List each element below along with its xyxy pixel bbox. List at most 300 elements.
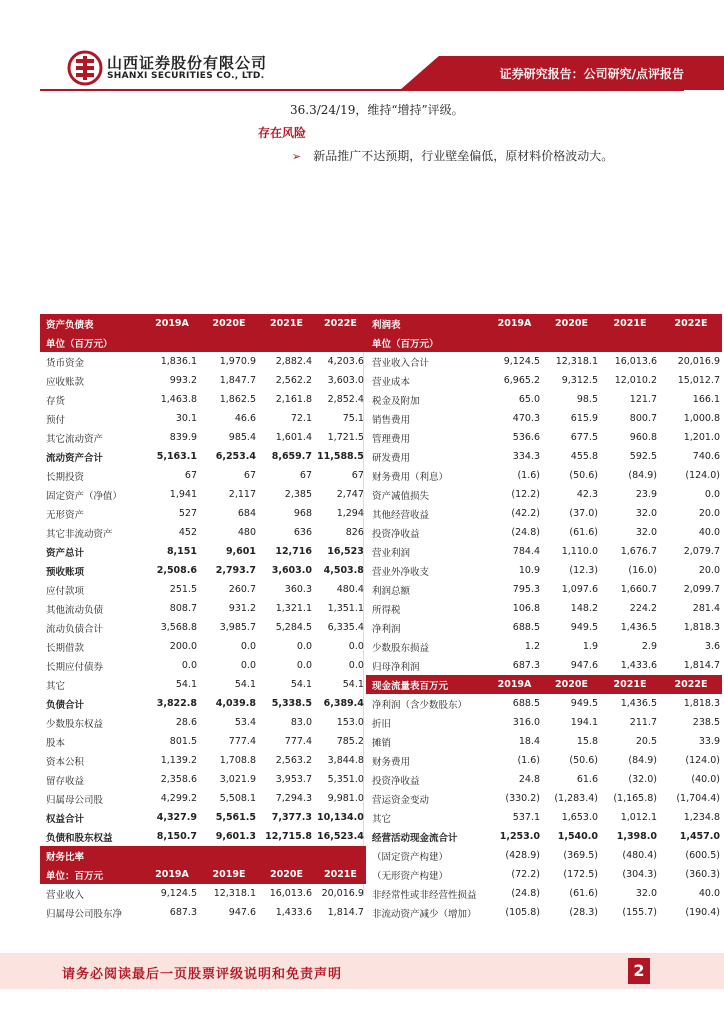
balance-sheet-row: [40, 352, 366, 371]
value-cell: 0.0: [704, 489, 720, 500]
value-cell: 949.5: [570, 622, 598, 633]
value-cell: 5,561.5: [215, 812, 256, 823]
value-cell: 636: [293, 527, 312, 538]
value-cell: 20.5: [635, 736, 657, 747]
value-cell: 334.3: [512, 451, 540, 462]
row-label-cell: 长期借款: [46, 642, 85, 654]
row-label-cell: 非经常性或非经营性损益: [372, 889, 477, 901]
value-cell: 67: [299, 470, 312, 481]
balance-sheet-row: [40, 637, 366, 656]
income-row: [366, 542, 722, 561]
value-cell: 2.9: [641, 641, 657, 652]
value-cell: 5,508.1: [219, 793, 256, 804]
value-cell: 3,568.8: [160, 622, 197, 633]
cashflow-row: [366, 884, 722, 903]
value-cell: (600.5): [685, 850, 720, 861]
empty-cell: [144, 846, 199, 865]
value-cell: 5,163.1: [156, 451, 197, 462]
income-row: [366, 428, 722, 447]
header-title-cell: 利润表: [366, 314, 486, 333]
value-cell: 281.4: [692, 603, 720, 614]
row-label-cell: 营业收入合计: [372, 357, 430, 369]
value-cell: (480.4): [622, 850, 657, 861]
value-cell: 2,562.2: [275, 375, 312, 386]
value-cell: (190.4): [685, 907, 720, 918]
value-cell: (24.8): [511, 527, 540, 538]
year-header-cell: 2022E: [659, 675, 722, 694]
value-cell: 9,601: [225, 546, 256, 557]
value-cell: (360.3): [685, 869, 720, 880]
empty-cell: [486, 333, 542, 352]
header-title-cell: 单位：百万元: [40, 865, 144, 884]
empty-cell: [600, 333, 659, 352]
value-cell: 801.5: [169, 736, 197, 747]
value-cell: 194.1: [570, 717, 598, 728]
value-cell: 2,882.4: [275, 356, 312, 367]
risk-heading: 存在风险: [258, 126, 307, 140]
value-cell: (428.9): [505, 850, 540, 861]
value-cell: (72.2): [511, 869, 540, 880]
value-cell: (84.9): [628, 755, 657, 766]
value-cell: 785.2: [336, 736, 364, 747]
value-cell: 20.0: [698, 565, 720, 576]
row-label-cell: 营业成本: [372, 376, 411, 388]
value-cell: 2,161.8: [275, 394, 312, 405]
row-label-cell: 其他经营收益: [372, 509, 430, 521]
value-cell: 0.0: [348, 660, 364, 671]
value-cell: 452: [178, 527, 197, 538]
value-cell: 30.1: [175, 413, 197, 424]
value-cell: 54.1: [342, 679, 364, 690]
value-cell: 53.4: [234, 717, 256, 728]
year-header-cell: 2021E: [600, 314, 659, 333]
value-cell: 1.9: [582, 641, 598, 652]
balance-sheet-row: [40, 656, 366, 675]
income-row: [366, 599, 722, 618]
value-cell: 316.0: [512, 717, 540, 728]
value-cell: 455.8: [570, 451, 598, 462]
value-cell: 795.3: [512, 584, 540, 595]
cashflow-row: [366, 846, 722, 865]
value-cell: 12,716: [275, 546, 312, 557]
row-label-cell: 预付: [46, 414, 66, 426]
value-cell: 32.0: [635, 888, 657, 899]
row-label-cell: 折旧: [372, 718, 392, 730]
value-cell: (28.3): [569, 907, 598, 918]
value-cell: 200.0: [169, 641, 197, 652]
value-cell: 777.4: [228, 736, 256, 747]
row-label-cell: 归属母公司股: [46, 794, 104, 806]
row-label-cell: 财务费用（利息）: [372, 471, 449, 483]
balance-sheet-row: [40, 808, 366, 827]
value-cell: 54.1: [234, 679, 256, 690]
value-cell: 1,436.5: [620, 698, 657, 709]
row-label-cell: 净利润（含少数股东）: [372, 699, 468, 711]
balance-sheet-row: [40, 485, 366, 504]
row-label-cell: 营运资金变动: [372, 794, 430, 806]
ratio-row: [40, 903, 366, 922]
row-label-cell: 预收账项: [46, 566, 85, 578]
value-cell: 46.6: [234, 413, 256, 424]
value-cell: 1,721.5: [327, 432, 364, 443]
income-row: [366, 466, 722, 485]
value-cell: 1,814.7: [327, 907, 364, 918]
value-cell: 211.7: [629, 717, 657, 728]
cashflow-row: [366, 770, 722, 789]
value-cell: 16,523.4: [317, 831, 364, 842]
year-header-cell: 2021E: [258, 314, 314, 333]
income-row: [366, 504, 722, 523]
value-cell: 592.5: [629, 451, 657, 462]
value-cell: 1,836.1: [160, 356, 197, 367]
ratio-unit-row: [40, 865, 366, 884]
value-cell: 67: [184, 470, 197, 481]
row-label-cell: 摊销: [372, 737, 392, 749]
unit-row: [366, 333, 722, 352]
value-cell: 15.8: [576, 736, 598, 747]
row-label-cell: 税金及附加: [372, 395, 420, 407]
value-cell: (1.6): [517, 755, 540, 766]
row-label-cell: 应收账款: [46, 376, 85, 388]
value-cell: 993.2: [169, 375, 197, 386]
value-cell: 1,436.5: [620, 622, 657, 633]
year-header-cell: 2020E: [199, 314, 258, 333]
row-label-cell: （固定资产构建）: [372, 851, 449, 863]
balance-sheet-row: [40, 523, 366, 542]
value-cell: 54.1: [175, 679, 197, 690]
value-cell: 224.2: [629, 603, 657, 614]
value-cell: (124.0): [685, 755, 720, 766]
value-cell: 2,358.6: [160, 774, 197, 785]
page-number: 2: [628, 958, 650, 984]
value-cell: 0.0: [296, 641, 312, 652]
value-cell: 1,814.7: [683, 660, 720, 671]
value-cell: 688.5: [512, 622, 540, 633]
empty-cell: [144, 333, 199, 352]
balance-sheet-row: [40, 732, 366, 751]
value-cell: 1,139.2: [160, 755, 197, 766]
value-cell: 688.5: [512, 698, 540, 709]
value-cell: 20,016.9: [321, 888, 364, 899]
year-header-cell: 2019A: [144, 865, 199, 884]
header-title-cell: 单位（百万元）: [40, 333, 144, 352]
value-cell: 65.0: [518, 394, 540, 405]
year-header-cell: 2021E: [600, 675, 659, 694]
value-cell: (304.3): [622, 869, 657, 880]
empty-cell: [258, 333, 314, 352]
value-cell: 12,715.8: [265, 831, 312, 842]
risk-bullet: [292, 147, 613, 164]
value-cell: 1,970.9: [219, 356, 256, 367]
row-label-cell: 存货: [46, 395, 66, 407]
balance-sheet-table: [40, 314, 366, 922]
value-cell: 12,318.1: [213, 888, 256, 899]
row-label-cell: （无形资产构建）: [372, 870, 449, 882]
balance-sheet-row: [40, 694, 366, 713]
value-cell: 2,117: [228, 489, 256, 500]
value-cell: 4,503.8: [323, 565, 364, 576]
disclaimer-text: 请务必阅读最后一页股票评级说明和免责声明: [62, 967, 343, 982]
value-cell: 687.3: [169, 907, 197, 918]
row-label-cell: 投资净收益: [372, 775, 420, 787]
value-cell: 9,981.0: [327, 793, 364, 804]
value-cell: 148.2: [570, 603, 598, 614]
row-label-cell: 营业收入: [46, 889, 85, 901]
header-title-cell: 资产负债表: [40, 314, 144, 333]
row-label-cell: 其它非流动资产: [46, 528, 113, 540]
value-cell: 1,000.8: [683, 413, 720, 424]
cashflow-row: [366, 694, 722, 713]
value-cell: 1,540.0: [557, 831, 598, 842]
unit-row: [40, 333, 366, 352]
row-label-cell: 负债和股东权益: [46, 832, 113, 844]
header-divider: [40, 89, 684, 91]
value-cell: (1,165.8): [613, 793, 657, 804]
cashflow-row: [366, 827, 722, 846]
balance-sheet-row: [40, 371, 366, 390]
value-cell: 4,039.8: [215, 698, 256, 709]
value-cell: 826: [345, 527, 364, 538]
value-cell: 949.5: [570, 698, 598, 709]
value-cell: 931.2: [228, 603, 256, 614]
value-cell: 4,299.2: [160, 793, 197, 804]
row-label-cell: 流动负债合计: [46, 623, 104, 635]
value-cell: 32.0: [635, 527, 657, 538]
value-cell: 3,021.9: [219, 774, 256, 785]
value-cell: 2,099.7: [683, 584, 720, 595]
ratio-row: [40, 884, 366, 903]
value-cell: 251.5: [169, 584, 197, 595]
value-cell: (124.0): [685, 470, 720, 481]
empty-cell: [199, 846, 258, 865]
value-cell: 1,234.8: [683, 812, 720, 823]
value-cell: 2,793.7: [215, 565, 256, 576]
row-label-cell: 其它流动资产: [46, 433, 104, 445]
rating-text: 36.3/24/19，维持“增持”评级。: [290, 103, 464, 117]
value-cell: 1,653.0: [561, 812, 598, 823]
value-cell: 18.4: [518, 736, 540, 747]
year-header-cell: 2021E: [314, 865, 366, 884]
value-cell: 238.5: [692, 717, 720, 728]
value-cell: (40.0): [691, 774, 720, 785]
value-cell: 166.1: [692, 394, 720, 405]
income-row: [366, 352, 722, 371]
row-label-cell: 财务费用: [372, 756, 411, 768]
value-cell: 153.0: [336, 717, 364, 728]
value-cell: 1,433.6: [620, 660, 657, 671]
empty-cell: [199, 333, 258, 352]
value-cell: 7,294.3: [275, 793, 312, 804]
value-cell: 1,818.3: [683, 698, 720, 709]
value-cell: 1,708.8: [219, 755, 256, 766]
row-label-cell: 长期投资: [46, 471, 85, 483]
value-cell: 1,110.0: [561, 546, 598, 557]
value-cell: 777.4: [284, 736, 312, 747]
row-label-cell: 负债合计: [46, 699, 85, 711]
value-cell: 985.4: [228, 432, 256, 443]
value-cell: 0.0: [181, 660, 197, 671]
cashflow-row: [366, 808, 722, 827]
value-cell: 3,985.7: [219, 622, 256, 633]
balance-sheet-row: [40, 428, 366, 447]
value-cell: 536.6: [512, 432, 540, 443]
balance-sheet-row: [40, 599, 366, 618]
balance-sheet-row: [40, 675, 366, 694]
value-cell: 1,941: [169, 489, 197, 500]
value-cell: 24.8: [518, 774, 540, 785]
year-header-cell: 2019E: [199, 865, 258, 884]
cashflow-row: [366, 732, 722, 751]
value-cell: 2,079.7: [683, 546, 720, 557]
row-label-cell: 研发费用: [372, 452, 411, 464]
value-cell: 20,016.9: [677, 356, 720, 367]
row-label-cell: 无形资产: [46, 509, 85, 521]
value-cell: 1,294: [336, 508, 364, 519]
ratio-header-row: [40, 846, 366, 865]
value-cell: 15,012.7: [677, 375, 720, 386]
balance-sheet-row: [40, 580, 366, 599]
income-row: [366, 485, 722, 504]
income-row: [366, 447, 722, 466]
value-cell: (1,704.4): [676, 793, 720, 804]
value-cell: 2,508.6: [156, 565, 197, 576]
value-cell: (12.2): [511, 489, 540, 500]
value-cell: 1,847.7: [219, 375, 256, 386]
value-cell: 3,603.0: [271, 565, 312, 576]
value-cell: 480: [237, 527, 256, 538]
income-header-row: [366, 314, 722, 333]
value-cell: 72.1: [290, 413, 312, 424]
value-cell: 947.6: [570, 660, 598, 671]
value-cell: 947.6: [228, 907, 256, 918]
income-row: [366, 656, 722, 675]
year-header-cell: 2020E: [542, 314, 600, 333]
value-cell: 4,327.9: [156, 812, 197, 823]
row-label-cell: 归母净利润: [372, 661, 420, 673]
balance-sheet-row: [40, 561, 366, 580]
value-cell: 20.0: [698, 508, 720, 519]
value-cell: 121.7: [629, 394, 657, 405]
value-cell: 1,862.5: [219, 394, 256, 405]
cashflow-row: [366, 713, 722, 732]
value-cell: 527: [178, 508, 197, 519]
row-label-cell: 其他流动负债: [46, 604, 104, 616]
row-label-cell: 所得税: [372, 604, 401, 616]
row-label-cell: 净利润: [372, 623, 401, 635]
balance-sheet-row: [40, 447, 366, 466]
value-cell: (155.7): [622, 907, 657, 918]
header-title-cell: 单位（百万元）: [366, 333, 486, 352]
value-cell: 9,312.5: [561, 375, 598, 386]
cashflow-row: [366, 903, 722, 922]
value-cell: 480.4: [336, 584, 364, 595]
row-label-cell: 少数股东损益: [372, 642, 430, 654]
value-cell: 9,124.5: [160, 888, 197, 899]
report-type-label: 证券研究报告：公司研究/点评报告: [499, 67, 684, 81]
arrow-bullet-icon: ➢: [292, 150, 302, 163]
balance-sheet-row: [40, 542, 366, 561]
value-cell: (330.2): [505, 793, 540, 804]
year-header-cell: 2019A: [144, 314, 199, 333]
value-cell: 6,389.4: [323, 698, 364, 709]
row-label-cell: 股本: [46, 737, 66, 749]
empty-cell: [258, 846, 314, 865]
page-header: [0, 0, 724, 92]
value-cell: (172.5): [563, 869, 598, 880]
value-cell: 1,097.6: [561, 584, 598, 595]
value-cell: 2,747: [336, 489, 364, 500]
value-cell: 11,588.5: [317, 451, 364, 462]
value-cell: 615.9: [570, 413, 598, 424]
value-cell: (50.6): [569, 470, 598, 481]
row-label-cell: 固定资产（净值）: [46, 490, 123, 502]
cashflow-row: [366, 789, 722, 808]
row-label-cell: 投资净收益: [372, 528, 420, 540]
value-cell: 12,010.2: [614, 375, 657, 386]
row-label-cell: 货币资金: [46, 357, 85, 369]
year-header-cell: 2022E: [314, 314, 366, 333]
value-cell: 1,253.0: [499, 831, 540, 842]
row-label-cell: 销售费用: [372, 414, 411, 426]
value-cell: 684: [237, 508, 256, 519]
value-cell: 2,852.4: [327, 394, 364, 405]
value-cell: 10,134.0: [317, 812, 364, 823]
value-cell: 28.6: [175, 717, 197, 728]
balance-sheet-header-row: [40, 314, 366, 333]
header-title-cell: 现金流量表百万元: [366, 675, 486, 694]
value-cell: 784.4: [512, 546, 540, 557]
value-cell: 1,601.4: [275, 432, 312, 443]
value-cell: 6,965.2: [503, 375, 540, 386]
cashflow-header-row: [366, 675, 722, 694]
value-cell: 83.0: [290, 717, 312, 728]
year-header-cell: 2019A: [486, 314, 542, 333]
value-cell: 3,844.8: [327, 755, 364, 766]
value-cell: 16,523: [327, 546, 364, 557]
value-cell: 687.3: [512, 660, 540, 671]
row-label-cell: 营业利润: [372, 547, 411, 559]
value-cell: 3,953.7: [275, 774, 312, 785]
value-cell: 960.8: [629, 432, 657, 443]
value-cell: 8,659.7: [271, 451, 312, 462]
value-cell: (105.8): [505, 907, 540, 918]
row-label-cell: 其它: [46, 680, 66, 692]
empty-cell: [314, 333, 366, 352]
income-cashflow-table: [366, 314, 722, 922]
row-label-cell: 资产总计: [46, 547, 85, 559]
value-cell: 1,012.1: [620, 812, 657, 823]
row-label-cell: 营业外净收支: [372, 566, 430, 578]
value-cell: 40.0: [698, 527, 720, 538]
balance-sheet-row: [40, 751, 366, 770]
income-row: [366, 561, 722, 580]
value-cell: 2,563.2: [275, 755, 312, 766]
value-cell: (32.0): [628, 774, 657, 785]
value-cell: 67: [243, 470, 256, 481]
value-cell: 260.7: [228, 584, 256, 595]
cashflow-row: [366, 865, 722, 884]
value-cell: 75.1: [342, 413, 364, 424]
value-cell: 0.0: [240, 660, 256, 671]
value-cell: 1,351.1: [327, 603, 364, 614]
row-label-cell: 长期应付债券: [46, 661, 104, 673]
row-label-cell: 利润总额: [372, 585, 411, 597]
value-cell: 32.0: [635, 508, 657, 519]
value-cell: 360.3: [284, 584, 312, 595]
value-cell: 5,338.5: [271, 698, 312, 709]
balance-sheet-row: [40, 713, 366, 732]
risk-bullet-text: 新品推广不达预期，行业壁垒偏低，原材料价格波动大。: [313, 149, 614, 163]
